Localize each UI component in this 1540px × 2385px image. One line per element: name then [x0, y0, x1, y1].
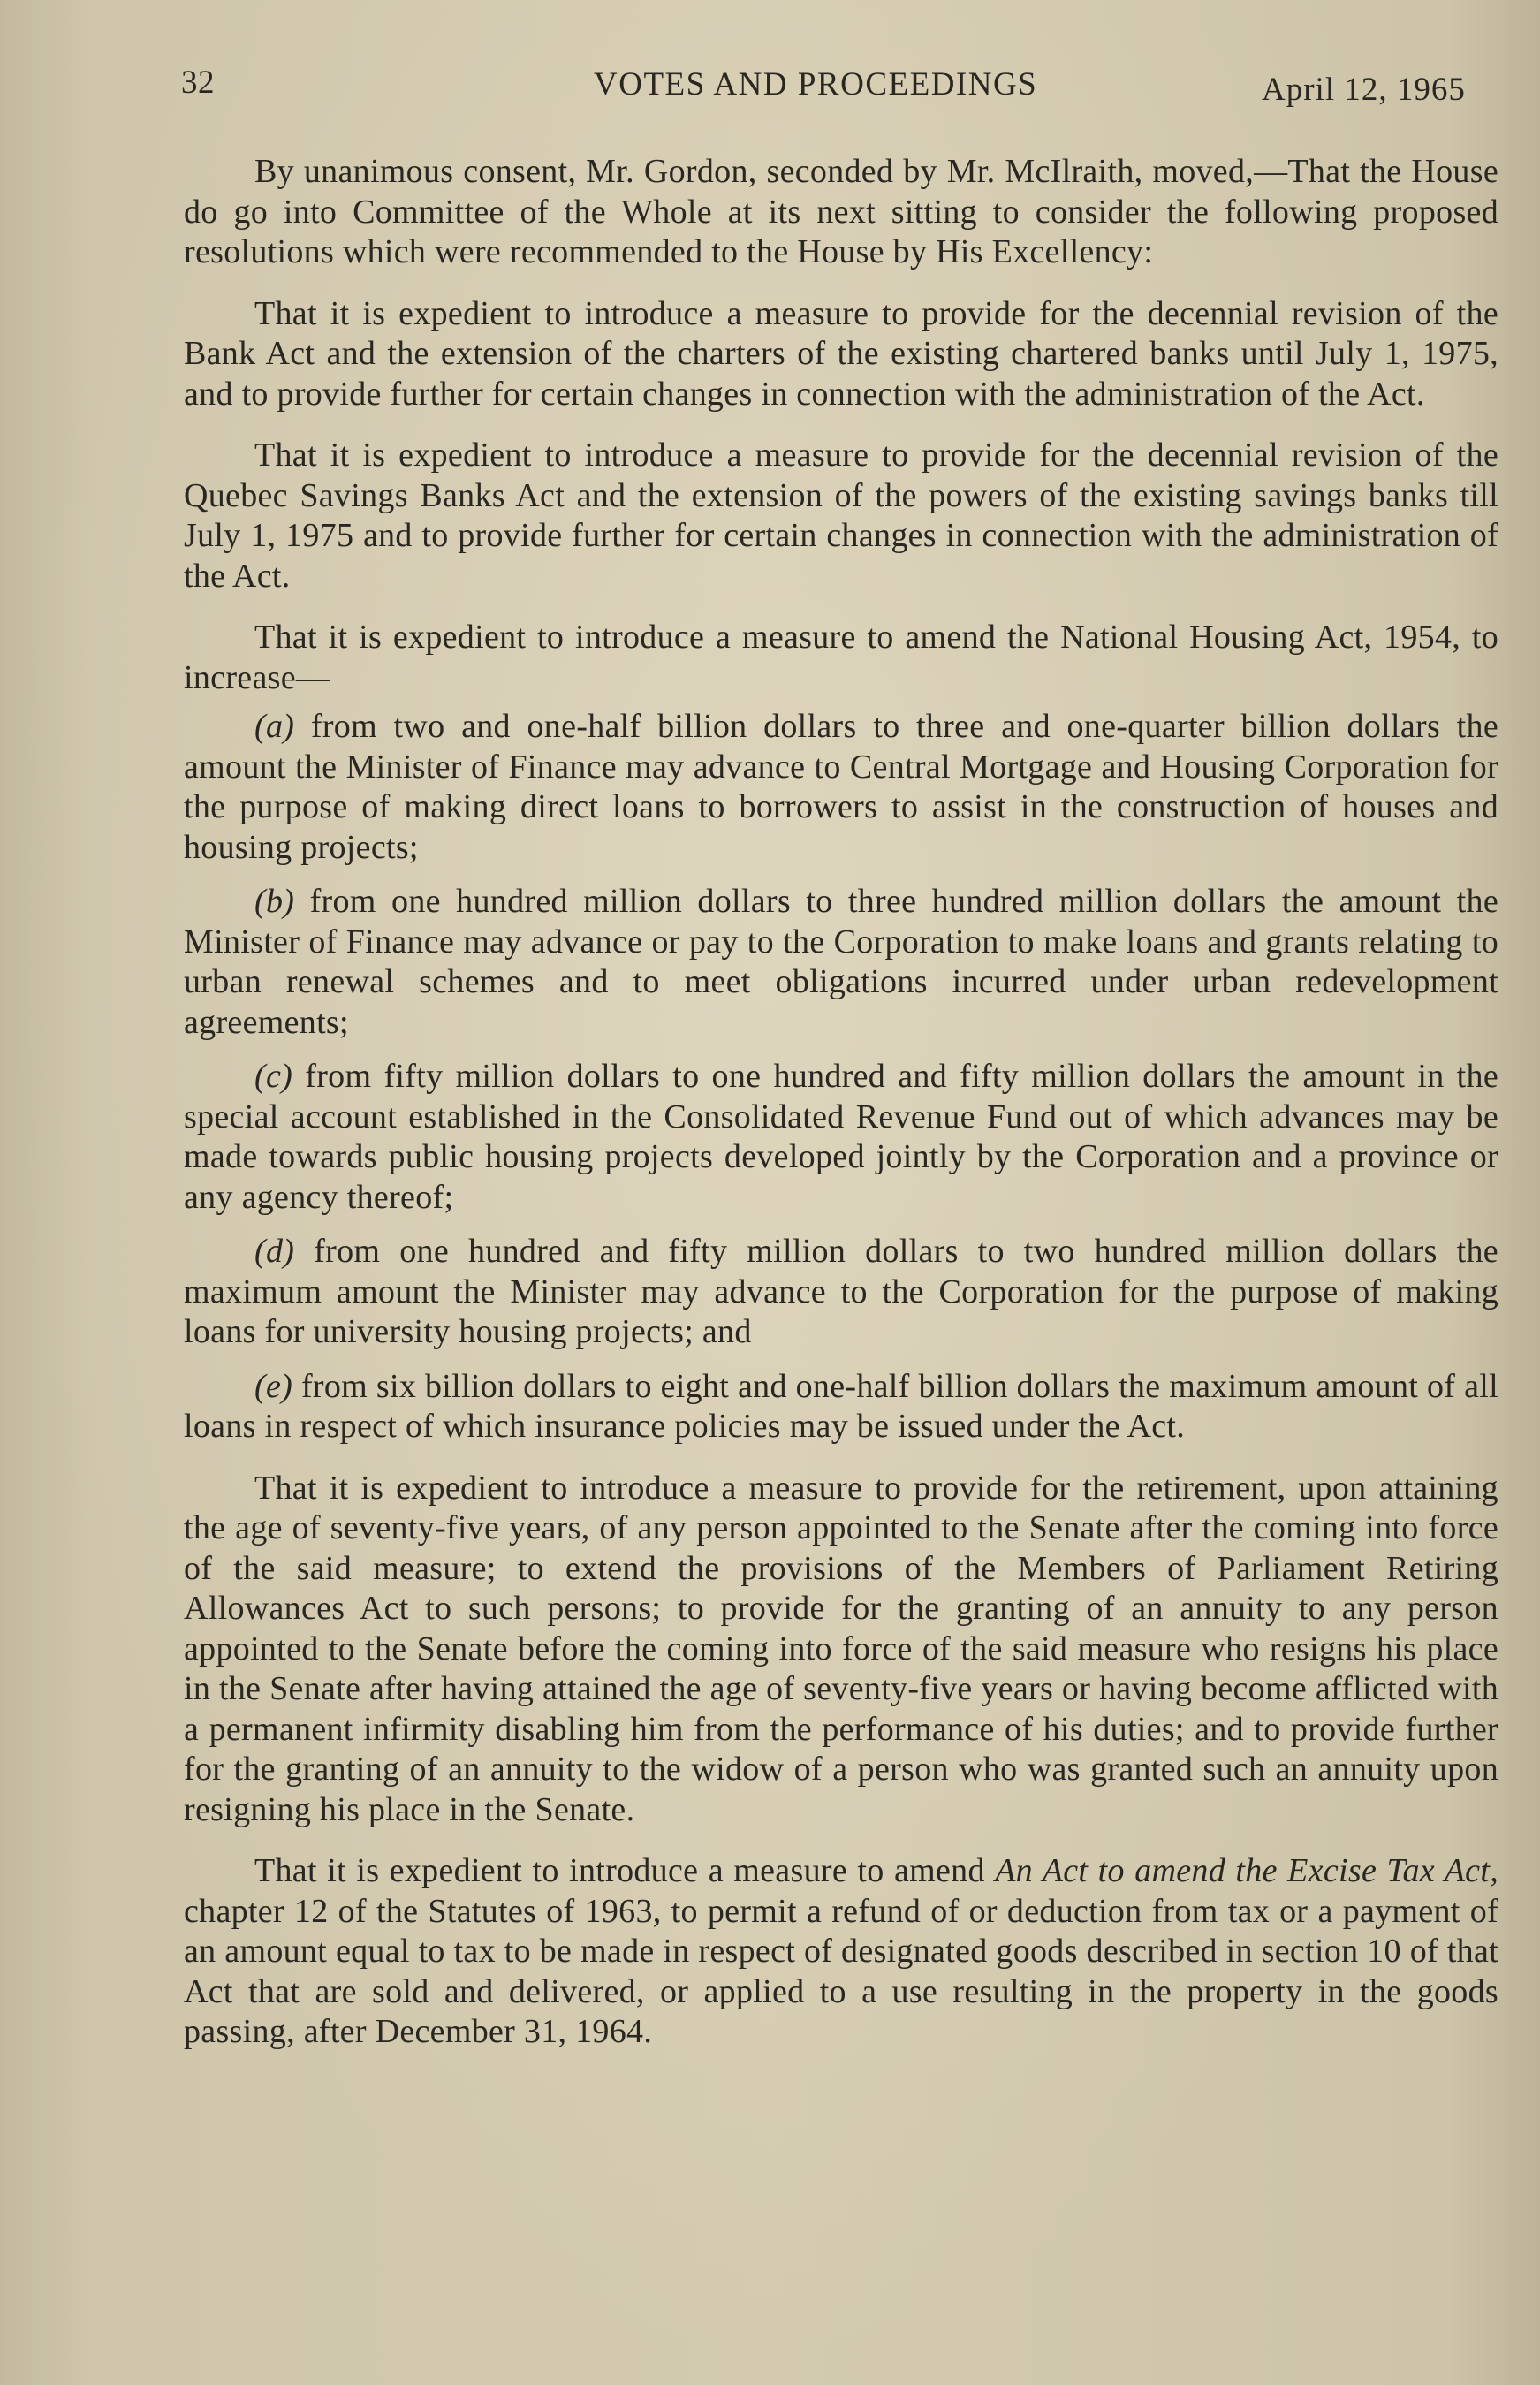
- quebec-savings-banks-resolution: That it is expedient to introduce a measure to provide for the decennial revision of the Quebec Savings Banks Act and the extension of the powers of the existing savings banks till July 1, 1975 and to provide further for certain changes in connection with the administration of the Act.: [184, 437, 1498, 595]
- page-header: [0, 64, 1540, 108]
- item-marker: (c): [254, 1058, 293, 1095]
- item-text: from fifty million dollars to one hundred and fifty million dollars the amount in the special account established in the Consolidated Revenue Fund out of which advances may be made towards public housing projects developed jointly by the Corporation and a province or any agency thereof;: [184, 1058, 1498, 1216]
- excise-rest: chapter 12 of the Statutes of 1963, to permit a refund of or deduction from tax or a payment of an amount equal to tax to be made in respect of designated goods described in section 10 of that Act that are sold and delivered, or applied to a use resulting in the property in the goods passing, after December 31, 1964.: [184, 1892, 1498, 2050]
- housing-item-a: [184, 707, 1498, 868]
- item-marker: (b): [254, 883, 295, 920]
- item-marker: (d): [254, 1233, 295, 1270]
- item-text: from six billion dollars to eight and one-half billion dollars the maximum amount of all loans in respect of which insurance policies may be issued under the Act.: [184, 1367, 1498, 1445]
- senate-retirement-resolution: That it is expedient to introduce a measure to provide for the retirement, upon attaining the age of seventy-five years, of any person appointed to the Senate after the coming into force of the said measure; to extend the provisions of the Members of Parliament Retiring Allowances Act to such persons; to provide for the granting of an annuity to any person appointed to the Senate before the coming into force of the said measure who resigns his place in the Senate after having attained the age of seventy-five years or having become afflicted with a permanent infirmity disabling him from the performance of his duties; and to provide further for the granting of an annuity to the widow of a person who was granted such an annuity upon resigning his place in the Senate.: [184, 1469, 1498, 1828]
- header-date: April 12, 1965: [1262, 72, 1466, 108]
- excise-act-title: An Act to amend the Excise Tax Act,: [995, 1852, 1498, 1889]
- document-body: [184, 152, 1498, 2053]
- housing-item-d: [184, 1232, 1498, 1353]
- housing-act-resolution: That it is expedient to introduce a measure to amend the National Housing Act, 1954, to increase—: [184, 619, 1498, 696]
- item-text: from one hundred million dollars to three hundred million dollars the amount the Minister of Finance may advance or pay to the Corporation to make loans and grants relating to urban renewal schemes and to meet obligations incurred under urban redevelopment agreements;: [184, 883, 1498, 1041]
- item-marker: (a): [254, 708, 295, 745]
- excise-tax-resolution: [184, 1851, 1498, 2053]
- housing-item-b: [184, 882, 1498, 1043]
- item-marker: (e): [254, 1367, 293, 1405]
- excise-lead: That it is expedient to introduce a measure to amend: [254, 1852, 996, 1889]
- bank-act-resolution: That it is expedient to introduce a measure to provide for the decennial revision of the Bank Act and the extension of the charters of the existing chartered banks until July 1, 1975, and to provide further for certain changes in connection with the administration of the Act.: [184, 294, 1498, 413]
- housing-item-e: [184, 1367, 1498, 1447]
- item-text: from one hundred and fifty million dollars to two hundred million dollars the maximum amount the Minister may advance to the Corporation for the purpose of making loans for university housing projects; and: [184, 1233, 1498, 1350]
- page-number: 32: [181, 65, 215, 101]
- running-title: VOTES AND PROCEEDINGS: [594, 66, 1038, 103]
- motion-paragraph: By unanimous consent, Mr. Gordon, seconded by Mr. McIlraith, moved,—That the House do go into Committee of the Whole at its next sitting to consider the following proposed resolutions which were recommended to the House by His Excellency:: [184, 153, 1498, 270]
- housing-item-c: [184, 1057, 1498, 1218]
- item-text: from two and one-half billion dollars to three and one-quarter billion dollars the amount the Minister of Finance may advance to Central Mortgage and Housing Corporation for the purpose of making direct loans to borrowers to assist in the construction of houses and housing projects;: [184, 708, 1498, 866]
